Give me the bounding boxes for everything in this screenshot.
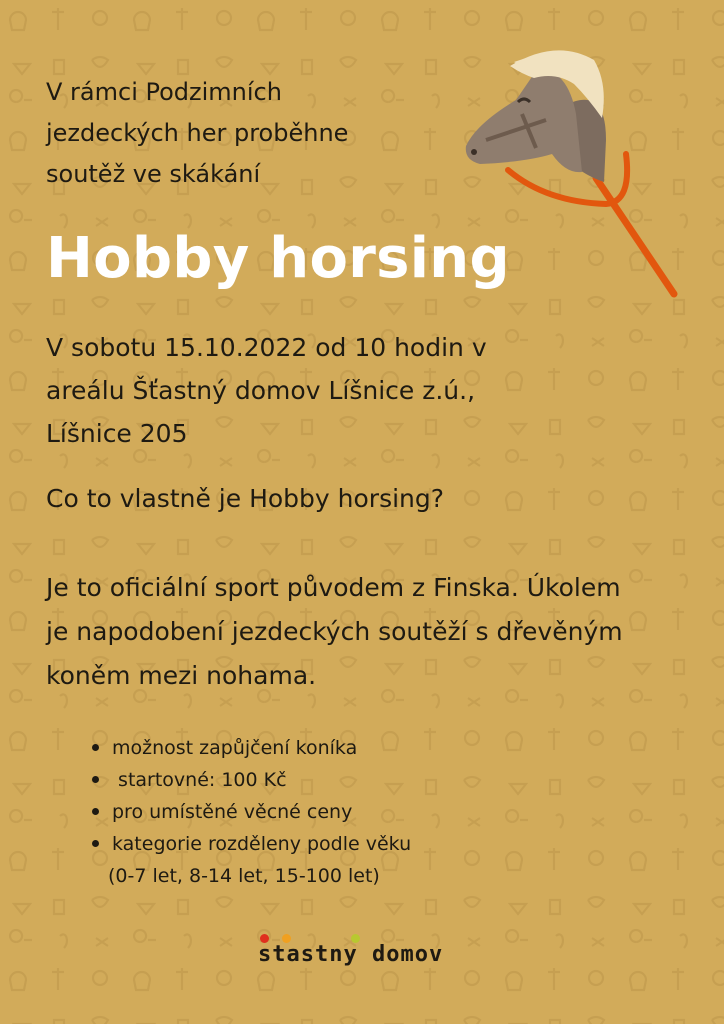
date-line: V sobotu 15.10.2022 od 10 hodin v xyxy=(46,333,487,362)
list-item-label: startovné: 100 Kč xyxy=(112,769,287,791)
list-item xyxy=(92,796,411,828)
info-list xyxy=(92,732,411,892)
intro-line: jezdeckých her proběhne xyxy=(46,119,349,147)
list-item xyxy=(92,764,411,796)
description-line: je napodobení jezdeckých soutěží s dřevěným xyxy=(46,617,623,646)
intro-text xyxy=(46,72,446,195)
description-line: Je to oficiální sport původem z Finska. Úkolem xyxy=(46,573,621,602)
list-item-label: kategorie rozděleny podle věku xyxy=(112,833,412,855)
bullet-icon xyxy=(92,776,99,783)
description xyxy=(46,566,686,698)
list-item-label: pro umístěné věcné ceny xyxy=(112,801,353,823)
list-item-label: možnost zapůjčení koníka xyxy=(112,737,358,759)
intro-line: V rámci Podzimních xyxy=(46,78,282,106)
list-item-continuation: (0-7 let, 8-14 let, 15-100 let) xyxy=(108,865,380,887)
list-item xyxy=(92,732,411,764)
bullet-icon xyxy=(92,840,99,847)
bullet-icon xyxy=(92,808,99,815)
intro-line: soutěž ve skákání xyxy=(46,160,261,188)
event-title: Hobby horsing xyxy=(46,226,510,291)
description-line: koněm mezi nohama. xyxy=(46,661,317,690)
logo-text: stastny domov xyxy=(258,942,444,967)
logo xyxy=(258,928,478,974)
question-heading: Co to vlastně je Hobby horsing? xyxy=(46,484,445,513)
address-line: Líšnice 205 xyxy=(46,419,188,448)
venue-line: areálu Šťastný domov Líšnice z.ú., xyxy=(46,376,476,405)
list-item xyxy=(92,828,411,860)
event-date-location xyxy=(46,326,606,455)
bullet-icon xyxy=(92,744,99,751)
hobby-horse-icon xyxy=(456,44,688,308)
